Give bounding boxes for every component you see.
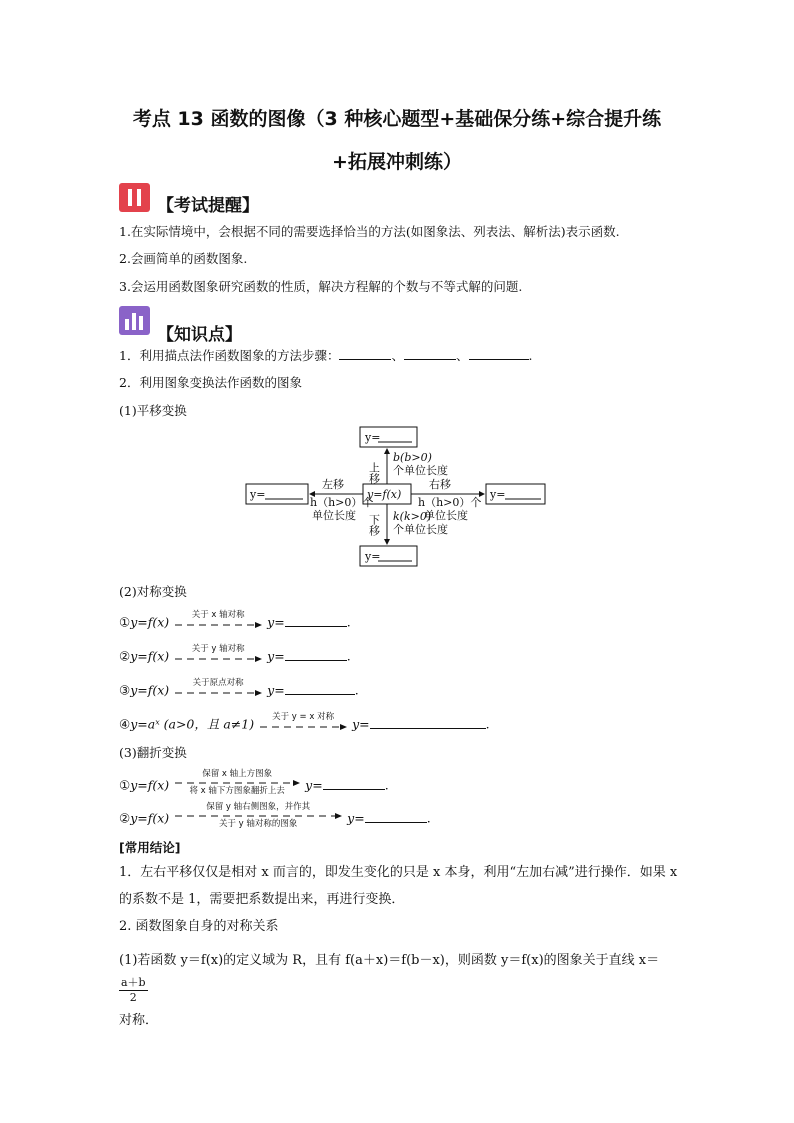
row-from: y=f(x) [130, 682, 170, 698]
answer-blank[interactable] [285, 648, 347, 661]
flip-row-2 [119, 802, 431, 830]
row-to: y= [352, 716, 370, 732]
row-from: y=aˣ (a>0，且 a≠1) [130, 716, 255, 732]
arrow-caption-bottom: 将 x 轴下方图象翻折上去 [189, 786, 285, 796]
translation-diagram [244, 422, 564, 572]
arrow-caption: 关于 y 轴对称 [191, 644, 245, 654]
answer-blank[interactable] [285, 614, 347, 627]
row-to: y= [267, 648, 285, 664]
arrow-caption: 关于 y = x 对称 [272, 712, 335, 722]
right-cond: h（h>0）个 [418, 496, 482, 509]
knowledge-item-1-text: 1．利用描点法作函数图象的方法步骤： [119, 348, 340, 363]
row-num: ① [119, 614, 131, 630]
fraction [119, 976, 148, 1005]
sep: 、 [455, 348, 469, 363]
symmetry-row-2 [119, 646, 351, 668]
row-num: ④ [119, 716, 131, 732]
conclusion-2: 2. 函数图象自身的对称关系 [119, 919, 279, 934]
knowledge-item-1 [119, 346, 532, 364]
row-num: ② [119, 648, 131, 664]
answer-blank[interactable] [370, 716, 486, 729]
sub-symmetry: (2)对称变换 [119, 584, 187, 599]
conclusion-3 [119, 946, 679, 1036]
flip-row-1 [119, 769, 389, 797]
section-heading-knowledge: 【知识点】 [157, 325, 242, 345]
period: . [384, 777, 389, 793]
section-pause-icon [119, 183, 150, 212]
box-center-label: y=f(x) [367, 488, 402, 501]
period: . [346, 614, 351, 630]
period: . [485, 716, 490, 732]
right-unit: 单位长度 [424, 509, 468, 522]
answer-blank[interactable] [365, 810, 427, 823]
reminder-item-3: 3.会运用函数图象研究函数的性质，解决方程解的个数与不等式解的问题. [119, 279, 523, 294]
row-from: y=f(x) [130, 810, 170, 826]
period: . [346, 648, 351, 664]
arrow-caption-top: 保留 x 轴上方图象 [202, 769, 273, 779]
row-from: y=f(x) [130, 777, 170, 793]
reminder-item-2: 2.会画简单的函数图象. [119, 251, 248, 266]
answer-blank[interactable] [285, 682, 355, 695]
sub-flip: (3)翻折变换 [119, 745, 187, 760]
row-num: ③ [119, 682, 131, 698]
answer-blank[interactable] [323, 777, 385, 790]
conclusion-1: 1．左右平移仅仅是相对 x 而言的，即发生变化的只是 x 本身，利用“左加右减”进行操作．如果 x 的系数不是 1，需要把系数提出来，再进行变换． [119, 865, 678, 907]
dashed-arrow [258, 714, 348, 736]
up-unit: 个单位长度 [393, 464, 448, 477]
conclusion-3-end: 对称． [119, 1013, 159, 1028]
dashed-arrow [173, 802, 343, 830]
fraction-denominator: 2 [129, 991, 137, 1004]
conclusions-heading: [常用结论] [119, 840, 181, 855]
page-title-line1: 考点 13 函数的图像（3 种核心题型+基础保分练+综合提升练 [132, 108, 662, 130]
period: . [426, 810, 431, 826]
box-right-label: y= [490, 488, 506, 501]
row-to: y= [347, 810, 365, 826]
arrow-caption-top: 保留 y 轴右侧图象，并作其 [206, 802, 311, 812]
answer-blank[interactable] [339, 347, 391, 360]
down-move-label: 下移 [367, 514, 381, 536]
section-heading-reminder: 【考试提醒】 [157, 196, 259, 216]
conclusion-3-text: (1)若函数 y＝f(x)的定义域为 R，且有 f(a＋x)＝f(b－x)，则函数 y＝f(x)的图象关于直线 x＝ [119, 953, 660, 968]
knowledge-item-2: 2．利用图象变换法作函数的图象 [119, 375, 302, 390]
symmetry-row-4 [119, 714, 490, 736]
section-chart-icon [119, 306, 150, 335]
box-left-label: y= [250, 488, 266, 501]
up-cond: b(b>0) [393, 451, 432, 464]
reminder-item-1: 1.在实际情境中，会根据不同的需要选择恰当的方法(如图象法、列表法、解析法)表示函数. [119, 224, 620, 239]
answer-blank[interactable] [469, 347, 529, 360]
down-unit: 个单位长度 [393, 523, 448, 536]
period: . [354, 682, 359, 698]
arrow-caption: 关于原点对称 [192, 678, 244, 688]
right-move-label: 右移 [429, 478, 451, 491]
row-from: y=f(x) [130, 614, 170, 630]
row-num: ② [119, 810, 131, 826]
box-up-label: y= [365, 431, 381, 444]
period: . [528, 348, 533, 363]
arrow-caption-bottom: 关于 y 轴对称的图象 [218, 819, 298, 829]
fraction-numerator: a＋b [121, 976, 146, 989]
dashed-arrow [173, 646, 263, 668]
sep: 、 [391, 348, 404, 363]
row-num: ① [119, 777, 131, 793]
arrow-caption: 关于 x 轴对称 [191, 610, 245, 620]
left-move-label: 左移 [322, 478, 344, 491]
row-to: y= [305, 777, 323, 793]
symmetry-row-1 [119, 612, 351, 634]
row-from: y=f(x) [130, 648, 170, 664]
page-title-line2: +拓展冲刺练） [332, 151, 462, 173]
row-to: y= [267, 682, 285, 698]
symmetry-row-3 [119, 680, 359, 702]
left-cond: h（h>0）个 [310, 496, 374, 509]
left-unit: 单位长度 [312, 509, 356, 522]
up-move-label: 上移 [367, 462, 381, 484]
box-down-label: y= [365, 550, 381, 563]
dashed-arrow [173, 769, 301, 797]
down-cond: k(k>0) [393, 510, 432, 523]
dashed-arrow [173, 612, 263, 634]
dashed-arrow [173, 680, 263, 702]
answer-blank[interactable] [404, 347, 456, 360]
row-to: y= [267, 614, 285, 630]
sub-translation: (1)平移变换 [119, 403, 187, 418]
